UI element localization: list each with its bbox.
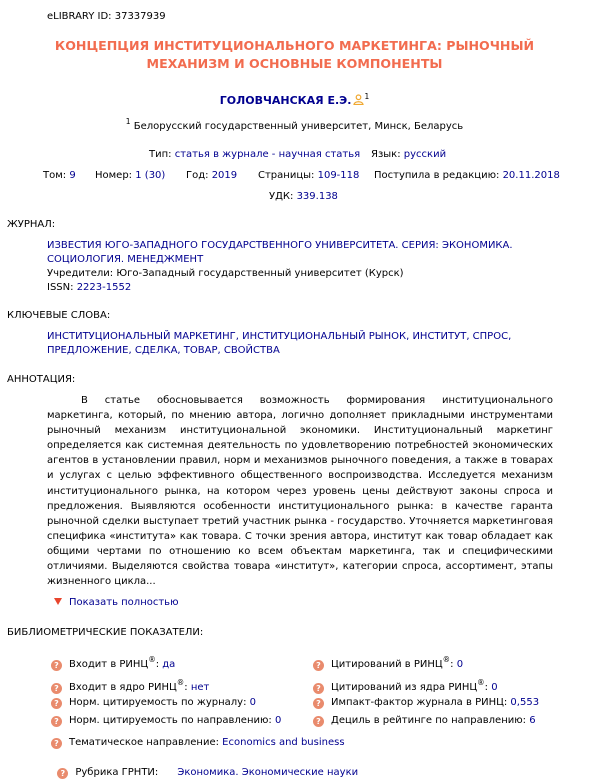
metric-rinc-core: ? Входит в ядро РИНЦ®: нет bbox=[51, 678, 209, 694]
metric-value: 0 bbox=[456, 659, 464, 670]
author-affiliation-sup: 1 bbox=[364, 92, 370, 101]
meta-language-value: русский bbox=[403, 149, 447, 160]
article-title bbox=[0, 37, 589, 73]
help-icon[interactable]: ? bbox=[51, 738, 62, 749]
show-full-label: Показать полностью bbox=[69, 597, 179, 608]
help-icon[interactable]: ? bbox=[51, 660, 62, 671]
registered-mark: ® bbox=[148, 655, 156, 664]
metric-label: Входит в РИНЦ bbox=[69, 659, 149, 670]
triangle-down-icon bbox=[54, 598, 62, 605]
keywords-heading: КЛЮЧЕВЫЕ СЛОВА: bbox=[7, 310, 111, 321]
meta-pages bbox=[258, 170, 359, 181]
help-icon[interactable]: ? bbox=[51, 683, 62, 694]
elibrary-id-label: eLIBRARY ID: bbox=[47, 11, 112, 22]
help-icon[interactable]: ? bbox=[51, 716, 62, 727]
journal-name-line-2: СОЦИОЛОГИЯ. МЕНЕДЖМЕНТ bbox=[47, 254, 204, 265]
journal-founder-value: Юго-Западный государственный университет (Курск) bbox=[116, 268, 404, 279]
journal-issn-label: ISSN: bbox=[47, 282, 74, 293]
show-full-abstract-link[interactable] bbox=[54, 597, 179, 608]
meta-volume-label: Том: bbox=[43, 170, 67, 181]
meta-udk-label: УДК: bbox=[269, 191, 294, 202]
journal-name-link[interactable] bbox=[47, 239, 567, 267]
meta-number-label: Номер: bbox=[95, 170, 133, 181]
meta-language bbox=[371, 149, 446, 160]
meta-volume-value: 9 bbox=[69, 170, 76, 181]
keywords-line-1[interactable]: ИНСТИТУЦИОНАЛЬНЫЙ МАРКЕТИНГ, ИНСТИТУЦИОНАЛЬНЫЙ РЫНОК, ИНСТИТУТ, СПРОС, bbox=[47, 331, 512, 342]
biblio-heading: БИБЛИОМЕТРИЧЕСКИЕ ПОКАЗАТЕЛИ: bbox=[7, 627, 204, 638]
author-link[interactable]: ГОЛОВЧАНСКАЯ Е.Э. bbox=[219, 94, 352, 107]
keywords-list bbox=[47, 330, 567, 358]
journal-name-line-1: ИЗВЕСТИЯ ЮГО-ЗАПАДНОГО ГОСУДАРСТВЕННОГО УНИВЕРСИТЕТА. СЕРИЯ: ЭКОНОМИКА. bbox=[47, 240, 513, 251]
meta-year-value: 2019 bbox=[211, 170, 238, 181]
metric-decile bbox=[313, 715, 536, 727]
meta-udk bbox=[269, 191, 338, 202]
help-icon[interactable]: ? bbox=[57, 768, 68, 779]
meta-number-link[interactable]: 1 (30) bbox=[135, 170, 166, 181]
registered-mark: ® bbox=[176, 678, 185, 687]
metric-label: Цитирований из ядра РИНЦ bbox=[331, 682, 478, 693]
meta-type-value: статья в журнале - научная статья bbox=[174, 149, 361, 160]
help-icon[interactable]: ? bbox=[313, 698, 324, 709]
metric-norm-citation-direction bbox=[51, 715, 281, 727]
metric-value: 0,553 bbox=[510, 697, 540, 708]
metric-value: 0 bbox=[274, 715, 282, 726]
metric-label: Входит в ядро РИНЦ bbox=[69, 682, 177, 693]
journal-issn bbox=[47, 281, 567, 295]
meta-type bbox=[149, 149, 360, 160]
meta-number bbox=[95, 170, 165, 181]
metric-value: нет bbox=[190, 682, 210, 693]
journal-founder-label: Учредители: bbox=[47, 268, 114, 279]
help-icon[interactable]: ? bbox=[313, 660, 324, 671]
meta-received-value: 20.11.2018 bbox=[502, 170, 560, 181]
keywords-line-2[interactable]: ПРЕДЛОЖЕНИЕ, СДЕЛКА, ТОВАР, СВОЙСТВА bbox=[47, 345, 280, 356]
journal-block bbox=[47, 239, 567, 295]
help-icon[interactable]: ? bbox=[313, 683, 324, 694]
meta-language-label: Язык: bbox=[371, 149, 401, 160]
metric-citations-core: ? Цитирований из ядра РИНЦ®: 0 bbox=[313, 678, 498, 694]
metric-citations-rinc: ? Цитирований в РИНЦ®: 0 bbox=[313, 655, 463, 671]
journal-issn-value: 2223-1552 bbox=[76, 282, 132, 293]
metric-label: Импакт-фактор журнала в РИНЦ: bbox=[331, 697, 508, 708]
metric-impact-factor bbox=[313, 697, 539, 709]
metric-value: да bbox=[162, 659, 176, 670]
affiliation-sup: 1 bbox=[125, 117, 131, 126]
registered-mark: ® bbox=[477, 678, 485, 687]
thematic-direction-link[interactable]: Economics and business bbox=[222, 737, 345, 748]
metric-label: Цитирований в РИНЦ bbox=[331, 659, 443, 670]
journal-founder bbox=[47, 267, 567, 281]
affiliation bbox=[0, 117, 589, 132]
metric-label: Дециль в рейтинге по направлению: bbox=[331, 715, 527, 726]
meta-year-label: Год: bbox=[186, 170, 209, 181]
article-title-line-1: КОНЦЕПЦИЯ ИНСТИТУЦИОНАЛЬНОГО МАРКЕТИНГА: РЫНОЧНЫЙ bbox=[54, 38, 535, 53]
person-icon[interactable] bbox=[353, 94, 364, 105]
metric-value: 0 bbox=[249, 697, 257, 708]
article-title-line-2: МЕХАНИЗМ И ОСНОВНЫЕ КОМПОНЕНТЫ bbox=[146, 56, 443, 71]
affiliation-text: Белорусский государственный университет, Минск, Беларусь bbox=[133, 121, 464, 132]
meta-pages-value: 109-118 bbox=[317, 170, 360, 181]
metric-label: Норм. цитируемость по направлению: bbox=[69, 715, 272, 726]
metric-norm-citation-journal bbox=[51, 697, 256, 709]
metric-thematic-direction bbox=[51, 737, 345, 749]
meta-volume bbox=[43, 170, 76, 181]
journal-heading: ЖУРНАЛ: bbox=[7, 219, 56, 230]
abstract-heading: АННОТАЦИЯ: bbox=[7, 374, 76, 385]
metric-label: Норм. цитируемость по журналу: bbox=[69, 697, 247, 708]
metric-value: 6 bbox=[529, 715, 536, 726]
author-line bbox=[0, 92, 589, 107]
meta-year bbox=[186, 170, 237, 181]
elibrary-id bbox=[47, 11, 166, 22]
meta-type-label: Тип: bbox=[149, 149, 172, 160]
meta-udk-value: 339.138 bbox=[296, 191, 338, 202]
meta-received-label: Поступила в редакцию: bbox=[374, 170, 500, 181]
help-icon[interactable]: ? bbox=[313, 716, 324, 727]
meta-pages-label: Страницы: bbox=[258, 170, 315, 181]
metric-label: Тематическое направление: bbox=[69, 737, 219, 748]
metric-grnti bbox=[51, 756, 358, 779]
grnti-link[interactable]: Экономика. Экономические науки bbox=[177, 767, 359, 778]
registered-mark: ® bbox=[442, 655, 451, 664]
metric-label: Рубрика ГРНТИ: bbox=[75, 767, 159, 778]
elibrary-id-value: 37337939 bbox=[114, 11, 166, 22]
abstract-text: В статье обосновывается возможность формирования институционального маркетинга, который, по мнению автора, логично дополняет прикладными инструментами рыночный механизм институциональной экономики. Институциональный маркетинг определяется как системная деятельность по удовлетворению потребностей экономических агентов в установлении правил, норм и механизмов рыночного поведения, а также в товарах и услугах с целью эффективного общественного воспроизводства. Исследуется механизм институционального рынка, на котором через уровень цены действуют законы спроса и предложения. Выявляются особенности институционального рынка: в качестве гаранта рыночной сделки выступает третий участник рынка - государство. Уточняется маркетинговая специфика «института» как товара. С точки зрения автора, институт как товар обладает как общими чертами по отношению ко всем объектам маркетинга, так и специфическими отличиями. Выделяются свойства товара «институт», категории спроса, ассортимент, этапы жизненного цикла... bbox=[47, 395, 553, 588]
metric-rinc: ? Входит в РИНЦ®: да bbox=[51, 655, 175, 671]
meta-received bbox=[374, 170, 560, 181]
help-icon[interactable]: ? bbox=[51, 698, 62, 709]
metric-value: 0 bbox=[491, 682, 498, 693]
